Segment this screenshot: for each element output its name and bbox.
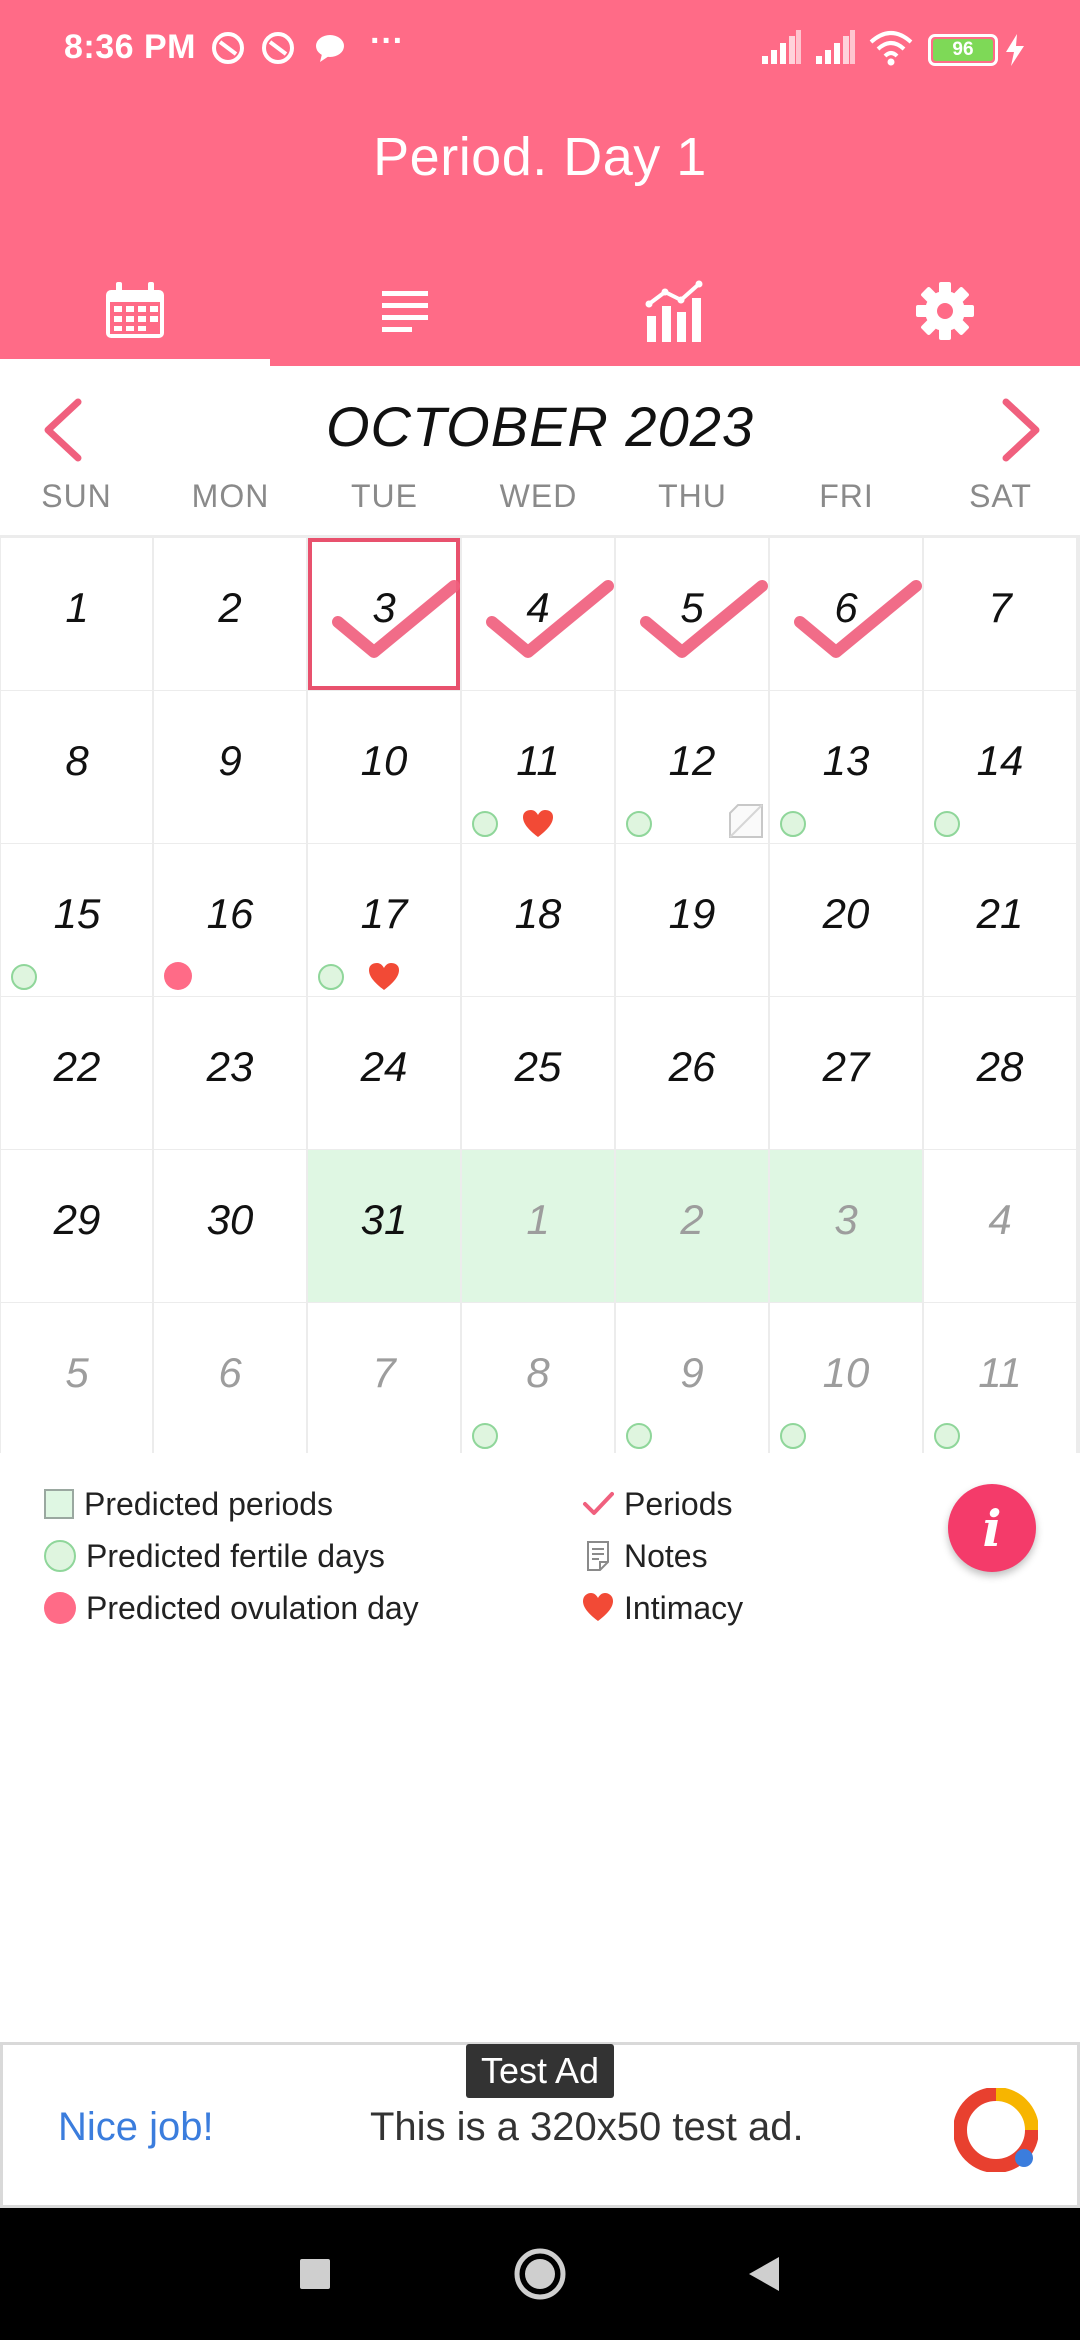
legend-label: Periods — [624, 1485, 733, 1522]
day-number: 17 — [360, 890, 408, 937]
calendar-day-cell[interactable] — [154, 1303, 306, 1455]
legend-periods — [582, 1482, 733, 1526]
no-disturb-icon-2 — [260, 30, 296, 66]
calendar-day-cell[interactable] — [462, 538, 614, 690]
recents-button[interactable] — [290, 2208, 340, 2340]
day-number: 11 — [516, 737, 560, 784]
fertile-dot — [11, 964, 37, 990]
calendar-day-cell[interactable] — [308, 1150, 460, 1302]
ovulation-dot — [164, 962, 192, 990]
fertile-dot — [318, 964, 344, 990]
calendar-day-cell[interactable] — [154, 538, 306, 690]
calendar-day-cell[interactable] — [616, 538, 768, 690]
month-nav — [0, 366, 1080, 486]
month-title: OCTOBER 2023 — [325, 395, 755, 458]
tab-settings[interactable] — [810, 256, 1080, 366]
list-icon — [380, 289, 430, 333]
note-icon — [582, 1540, 614, 1572]
calendar-day-cell[interactable] — [616, 844, 768, 996]
square-icon — [299, 2258, 331, 2290]
home-button[interactable] — [510, 2208, 570, 2340]
note-icon — [728, 803, 764, 839]
calendar-day-cell[interactable] — [924, 1303, 1076, 1455]
calendar-day-cell[interactable] — [308, 997, 460, 1149]
battery-level: 96 — [933, 39, 993, 61]
day-number: 6 — [834, 584, 858, 631]
day-number: 14 — [976, 737, 1024, 784]
calendar-day-cell[interactable] — [924, 997, 1076, 1149]
calendar-day-cell[interactable] — [462, 1303, 614, 1455]
day-number: 7 — [372, 1349, 396, 1396]
calendar-day-cell[interactable] — [770, 997, 922, 1149]
calendar-day-cell[interactable] — [770, 538, 922, 690]
weekday-label: TUE — [351, 478, 418, 514]
day-number: 26 — [668, 1043, 716, 1090]
home-circle-icon — [513, 2247, 567, 2301]
calendar-day-cell[interactable] — [770, 1150, 922, 1302]
chart-icon — [643, 280, 707, 342]
day-number: 15 — [53, 890, 101, 937]
calendar-day-cell[interactable] — [1, 844, 152, 996]
day-number: 20 — [822, 890, 870, 937]
next-month-button[interactable] — [990, 394, 1050, 464]
day-number: 30 — [206, 1196, 254, 1243]
day-number: 21 — [976, 890, 1024, 937]
fertile-dot — [626, 1423, 652, 1449]
day-number: 23 — [206, 1043, 254, 1090]
fertile-dot — [626, 811, 652, 837]
calendar-day-cell[interactable] — [154, 997, 306, 1149]
back-triangle-icon — [745, 2255, 781, 2293]
calendar-day-cell[interactable] — [308, 1303, 460, 1455]
day-number: 24 — [360, 1043, 408, 1090]
signal-icon — [760, 30, 802, 64]
day-number: 16 — [206, 890, 254, 937]
weekday-header — [0, 478, 1080, 534]
tab-calendar[interactable] — [0, 256, 270, 366]
tab-indicator — [0, 359, 270, 366]
day-number: 2 — [680, 1196, 704, 1243]
back-button[interactable] — [738, 2208, 788, 2340]
day-number: 3 — [834, 1196, 858, 1243]
battery-icon — [928, 34, 998, 66]
predicted-period-swatch — [44, 1489, 74, 1519]
ovulation-dot-swatch — [44, 1592, 76, 1624]
calendar-grid — [0, 535, 1080, 1453]
day-number: 1 — [65, 584, 89, 631]
calendar-day-cell[interactable] — [1, 538, 152, 690]
calendar-day-cell[interactable] — [154, 691, 306, 843]
fertile-dot — [780, 1423, 806, 1449]
day-number: 7 — [988, 584, 1012, 631]
day-number: 25 — [514, 1043, 562, 1090]
legend-predicted-periods — [44, 1482, 333, 1526]
weekday-label: MON — [191, 478, 270, 514]
day-number: 1 — [526, 1196, 550, 1243]
calendar-day-cell[interactable] — [308, 538, 460, 690]
day-number: 8 — [526, 1349, 550, 1396]
calendar-icon — [104, 282, 166, 340]
calendar-day-cell[interactable] — [154, 844, 306, 996]
system-nav-bar — [0, 2208, 1080, 2340]
ad-text[interactable]: This is a 320x50 test ad. — [370, 2105, 804, 2149]
signal-icon-2 — [814, 30, 856, 64]
calendar-day-cell[interactable] — [616, 691, 768, 843]
period-check-icon — [794, 572, 924, 672]
calendar-day-cell[interactable] — [154, 1150, 306, 1302]
fertile-dot-swatch — [44, 1540, 76, 1572]
day-number: 5 — [680, 584, 704, 631]
weekday-label: WED — [499, 478, 578, 514]
legend-predicted-ovulation — [44, 1586, 419, 1630]
weekday-label: THU — [658, 478, 727, 514]
day-number: 13 — [822, 737, 870, 784]
calendar-day-cell[interactable] — [462, 844, 614, 996]
calendar-day-cell[interactable] — [770, 691, 922, 843]
legend-predicted-fertile — [44, 1534, 385, 1578]
fertile-dot — [472, 1423, 498, 1449]
ad-badge: Test Ad — [466, 2044, 614, 2098]
calendar-day-cell[interactable] — [616, 1303, 768, 1455]
legend-label: Predicted ovulation day — [86, 1589, 419, 1626]
tab-charts[interactable] — [540, 256, 810, 366]
day-number: 12 — [668, 737, 716, 784]
day-number: 9 — [680, 1349, 704, 1396]
weekday-label: SAT — [969, 478, 1032, 514]
calendar-day-cell[interactable] — [1, 997, 152, 1149]
day-number: 27 — [822, 1043, 870, 1090]
ad-logo-icon — [954, 2088, 1038, 2172]
legend-label: Intimacy — [624, 1589, 744, 1626]
info-button[interactable]: i — [948, 1484, 1036, 1572]
calendar-day-cell[interactable] — [924, 691, 1076, 843]
chat-bubble-icon — [312, 30, 348, 66]
ad-headline[interactable]: Nice job! — [58, 2105, 214, 2149]
no-disturb-icon — [210, 30, 246, 66]
calendar-day-cell[interactable] — [1, 691, 152, 843]
day-number: 19 — [668, 890, 716, 937]
day-number: 28 — [976, 1043, 1024, 1090]
calendar-day-cell[interactable] — [462, 1150, 614, 1302]
legend-intimacy — [582, 1586, 743, 1630]
calendar-day-cell[interactable] — [770, 1303, 922, 1455]
status-time: 8:36 PM — [64, 28, 196, 66]
day-number: 4 — [526, 584, 550, 631]
wifi-icon — [868, 30, 914, 66]
calendar-day-cell[interactable] — [462, 691, 614, 843]
calendar-day-cell[interactable] — [616, 1150, 768, 1302]
more-dots: ··· — [370, 22, 404, 60]
calendar-day-cell[interactable] — [1, 1150, 152, 1302]
legend-notes — [582, 1534, 708, 1578]
status-bar — [0, 0, 1080, 100]
fertile-dot — [934, 1423, 960, 1449]
period-check-icon — [640, 572, 770, 672]
day-number: 11 — [978, 1349, 1022, 1396]
check-icon — [582, 1488, 614, 1520]
day-number: 6 — [218, 1349, 242, 1396]
day-number: 31 — [360, 1196, 408, 1243]
legend-label: Predicted fertile days — [86, 1537, 385, 1574]
charging-icon — [1004, 34, 1026, 66]
legend — [0, 1470, 1080, 1650]
calendar-day-cell[interactable] — [924, 538, 1076, 690]
heart-icon — [522, 809, 554, 839]
header — [0, 0, 1080, 366]
fertile-dot — [472, 811, 498, 837]
calendar-day-cell[interactable] — [770, 844, 922, 996]
period-check-icon — [332, 572, 462, 672]
weekday-label: SUN — [41, 478, 112, 514]
calendar-day-cell[interactable] — [308, 844, 460, 996]
calendar-day-cell[interactable] — [924, 844, 1076, 996]
legend-label: Notes — [624, 1537, 708, 1574]
day-number: 29 — [53, 1196, 101, 1243]
legend-label: Predicted periods — [84, 1485, 334, 1522]
day-number: 18 — [514, 890, 562, 937]
calendar-day-cell[interactable] — [308, 691, 460, 843]
tab-list[interactable] — [270, 256, 540, 366]
day-number: 3 — [372, 584, 396, 631]
day-number: 10 — [360, 737, 408, 784]
day-number: 5 — [65, 1349, 89, 1396]
day-number: 9 — [218, 737, 242, 784]
day-number: 22 — [53, 1043, 101, 1090]
fertile-dot — [934, 811, 960, 837]
calendar-day-cell[interactable] — [924, 1150, 1076, 1302]
calendar-day-cell[interactable] — [462, 997, 614, 1149]
calendar-day-cell[interactable] — [616, 997, 768, 1149]
heart-icon — [582, 1592, 614, 1624]
page-title: Period. Day 1 — [373, 127, 707, 187]
fertile-dot — [780, 811, 806, 837]
period-check-icon — [486, 572, 616, 672]
gear-icon — [915, 281, 975, 341]
day-number: 10 — [822, 1349, 870, 1396]
day-number: 4 — [988, 1196, 1012, 1243]
weekday-label: FRI — [819, 478, 874, 514]
day-number: 8 — [65, 737, 89, 784]
calendar-day-cell[interactable] — [1, 1303, 152, 1455]
heart-icon — [368, 962, 400, 992]
day-number: 2 — [218, 584, 242, 631]
